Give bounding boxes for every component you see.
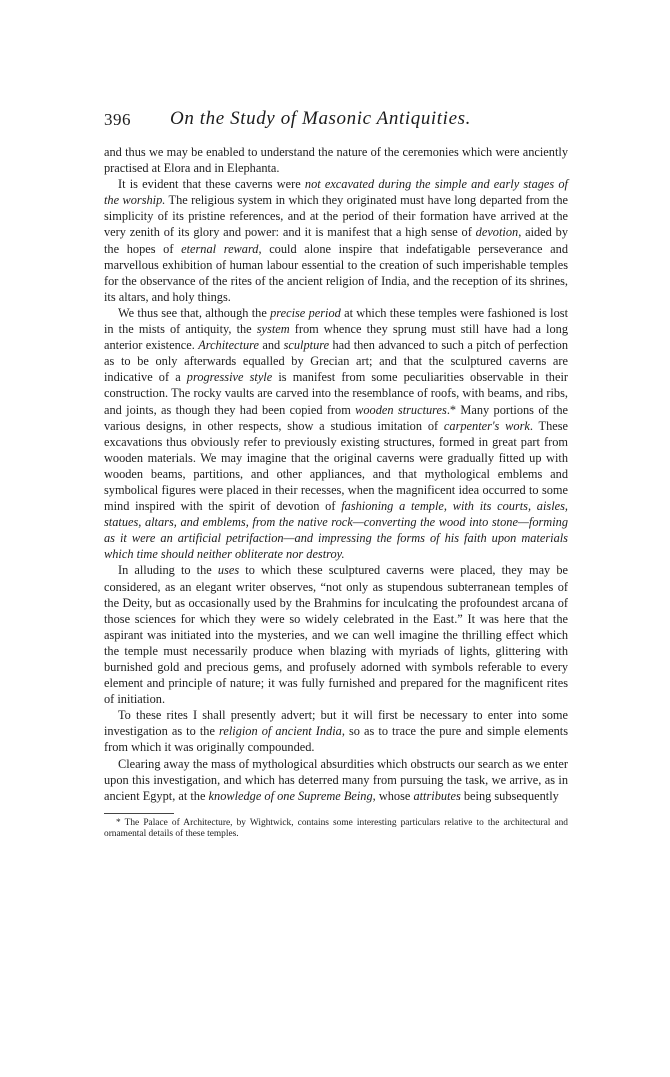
italic-run: fashioning a temple, with its courts, aisles, statues, altars, and emblems, from the native rock—converting the wood into stone—forming as it were an artificial petrifaction—and impressing the forms of his faith upon materials which time should neither obliterate nor destroy. (104, 499, 569, 562)
footnote-rule (104, 813, 174, 814)
text-run: had then advanced to such a pitch of perfection as to be only afterwards equalled by Grecian art; and that the sculptured caverns are indicative of a (104, 338, 569, 385)
text-run: from whence they sprung must still have had a long anterior existence. (104, 322, 569, 353)
running-title: On the Study of Masonic Antiquities. (170, 108, 471, 129)
text-run: and thus we may be enabled to understand the nature of the ceremonies which were anciently practised at Elora and in Elephanta. (104, 145, 568, 176)
italic-run: system (256, 322, 290, 337)
italic-run: carpenter's work (443, 418, 530, 433)
italic-run: wooden structures (355, 402, 447, 417)
italic-run: eternal reward (181, 241, 259, 256)
text-run: In alluding to the (118, 563, 218, 578)
paragraph (104, 305, 568, 563)
italic-run: attributes (413, 788, 461, 803)
text-run: , aided by the hopes of (104, 225, 568, 256)
page-number: 396 (104, 110, 131, 129)
italic-run: precise period (270, 305, 341, 320)
text-run: at which these temples were fashioned is lost in the mists of antiquity, the (104, 305, 568, 337)
paragraph (104, 176, 568, 305)
footnote: * The Palace of Architecture, by Wightwick, contains some interesting particulars relative to the architectural and ornamental details of these temples. (104, 817, 568, 840)
italic-run: Architecture (198, 338, 259, 353)
text-run: . These excavations thus obviously refer to previously existing structures, formed in great part from wooden materials. We may imagine that the original caverns were gradually fitted up with wooden beams, partitions, and other appliances, and that mythological emblems and symbolical figures were placed in their recesses, when the magnificent idea occurred to some mind inspired with the spirit of devotion of (104, 418, 569, 514)
text-run: Clearing away the mass of mythological absurdities which obstructs our search as we enter upon this investigation, and which has deterred many from pursuing the task, we arrive, as in ancient Egypt, at the (104, 756, 568, 803)
text-run: being subsequently (460, 788, 559, 803)
book-page (104, 108, 568, 841)
text-run: , could alone inspire that indefatigable perseverance and marvellous exhibition of human labour essential to the creation of such imperishable temples for the observance of the rites of the ancient religion of India, and the reception of its shrines, its altars, and holy things. (104, 241, 569, 304)
italic-run: devotion (475, 225, 519, 240)
italic-run: not excavated during the simple and early stages of the worship. (104, 177, 568, 208)
paragraph (104, 756, 568, 804)
text-run: , so as to trace the pure and simple elements from which it was originally compounded. (104, 724, 568, 755)
italic-run: uses (217, 563, 240, 578)
paragraph (104, 562, 568, 707)
italic-run: religion of ancient India (219, 724, 342, 739)
text-run: and (258, 338, 284, 353)
paragraph (104, 707, 568, 755)
text-run: It is evident that these caverns were (118, 177, 305, 192)
italic-run: sculpture (283, 338, 330, 353)
text-run: To these rites I shall presently advert; but it will first be necessary to enter into some investigation as to the (104, 708, 568, 739)
italic-run: knowledge of one Supreme Being (208, 788, 373, 803)
text-run: to which these sculptured caverns were placed, they may be considered, as an elegant writer observes, “not only as stupendous subterranean temples of the Deity, but as occasionally used by the Brahmins for inculcating the profoundest arcana of those sciences for which they were so widely celebrated in the East.” It was here that the aspirant was initiated into the mysteries, and we can well imagine the thrilling effect which the temple must necessarily produce when blazing with myriads of lights, glittering with burnished gold and precious gems, and profusely adorned with symbols referable to every element and principle of nature; it was fully furnished and prepared for the magnificent rites of initiation. (104, 563, 568, 707)
text-run: The religious system in which they originated must have long departed from the simplicity of its pristine references, and at the period of their formation have arrived at the very zenith of its glory and power: and it is manifest that a high sense of (104, 193, 568, 240)
page-header (104, 108, 568, 136)
text-run: is manifest from some peculiarities observable in their construction. The rocky vaults are carved into the resemblance of roofs, with beams, and ribs, and joints, as though they had been copied from (104, 370, 568, 417)
text-run: , whose (372, 788, 414, 803)
body-text (104, 144, 568, 804)
italic-run: progressive style (186, 370, 273, 385)
text-run: We thus see that, although the (118, 305, 271, 320)
paragraph (104, 144, 568, 176)
text-run: .* Many portions of the various designs, in other respects, show a studious imitation of (104, 402, 569, 433)
